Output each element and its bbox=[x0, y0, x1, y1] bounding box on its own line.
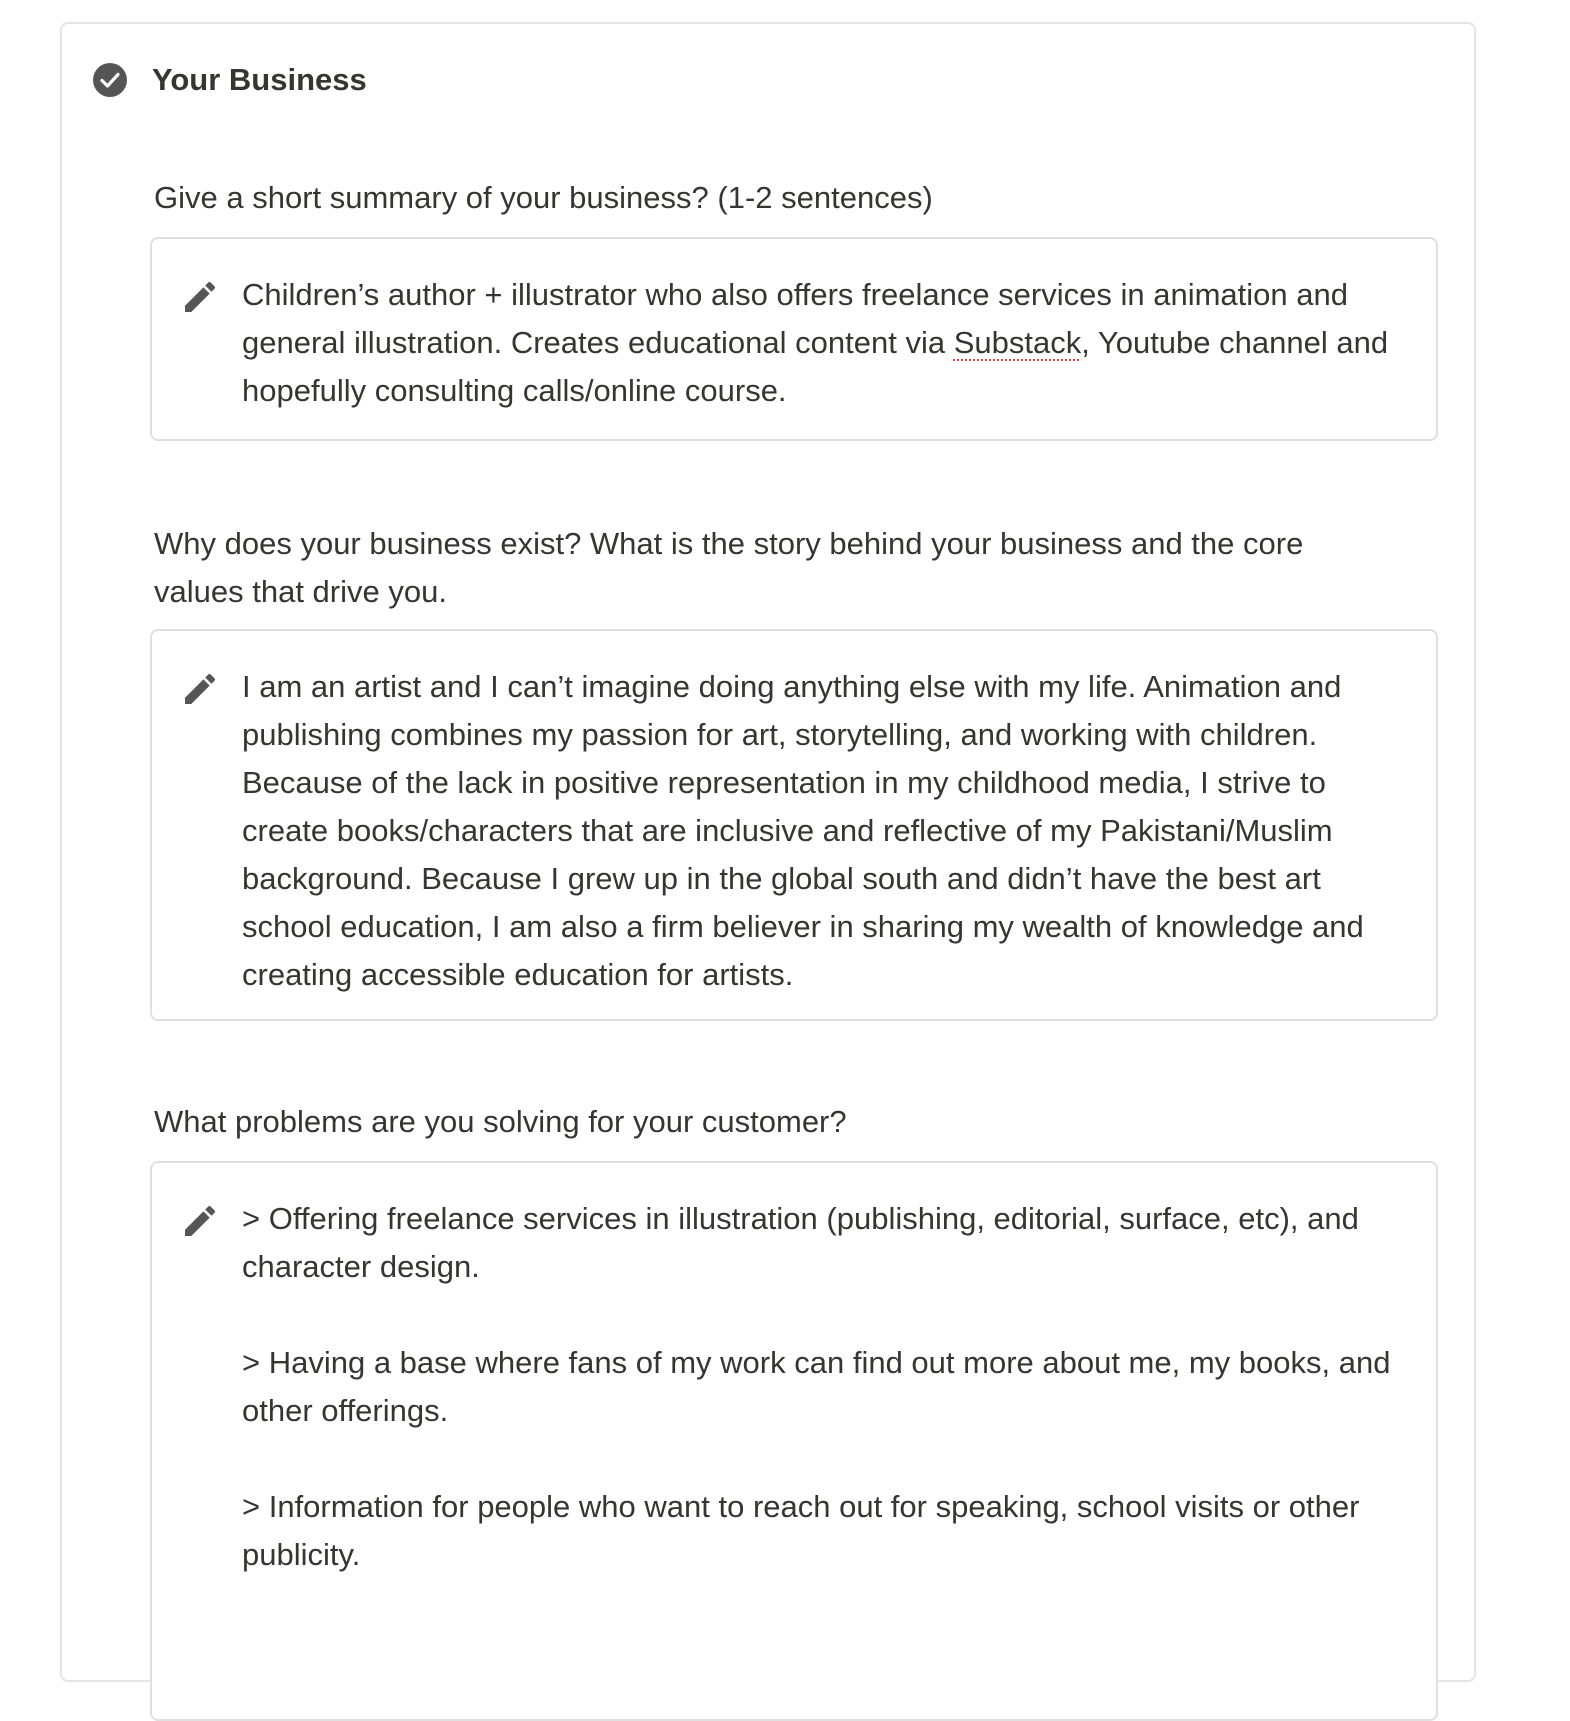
question-label-summary: Give a short summary of your business? (1-2 sentences) bbox=[154, 180, 933, 215]
answer-text-why[interactable]: I am an artist and I can’t imagine doing anything else with my life. Animation and publishing combines my passion for art, storytelling, and working with children. Because of the lack in positive representation in my childhood media, I strive to create books/characters that are inclusive and reflective of my Pakistani/Muslim background. Because I grew up in the global south and didn’t have the best art school education, I am also a firm believer in sharing my wealth of knowledge and creating accessible education for artists. bbox=[242, 669, 1364, 992]
answer-paragraph: > Offering freelance services in illustration (publishing, editorial, surface, etc), and character design. bbox=[242, 1201, 1359, 1284]
section-header[interactable] bbox=[92, 62, 367, 98]
pencil-icon bbox=[180, 1201, 220, 1241]
question-label-why: Why does your business exist? What is the story behind your business and the core values that drive you. bbox=[154, 526, 1304, 609]
answer-text-part: Children’s author + illustrator who also offers freelance services in animation and general illustration. Creates educational content via bbox=[242, 277, 1348, 360]
pencil-icon bbox=[180, 669, 220, 709]
question-label-problems: What problems are you solving for your customer? bbox=[154, 1104, 847, 1139]
spellcheck-flagged-word[interactable]: Substack bbox=[953, 325, 1082, 360]
answer-field-why[interactable] bbox=[150, 629, 1438, 1021]
answer-text-summary[interactable] bbox=[242, 271, 1392, 415]
answer-text-problems[interactable] bbox=[242, 1195, 1392, 1579]
check-circle-icon bbox=[92, 62, 128, 98]
business-section-card bbox=[60, 22, 1476, 1682]
section-title: Your Business bbox=[152, 62, 367, 97]
answer-paragraph: > Information for people who want to reach out for speaking, school visits or other publicity. bbox=[242, 1489, 1360, 1572]
answer-text-part: , Youtube channel and hopefully consulting calls/online course. bbox=[242, 325, 1389, 408]
answer-field-summary[interactable] bbox=[150, 237, 1438, 441]
pencil-icon bbox=[180, 277, 220, 317]
answer-field-problems[interactable] bbox=[150, 1161, 1438, 1721]
answer-paragraph: > Having a base where fans of my work can find out more about me, my books, and other offerings. bbox=[242, 1345, 1391, 1428]
